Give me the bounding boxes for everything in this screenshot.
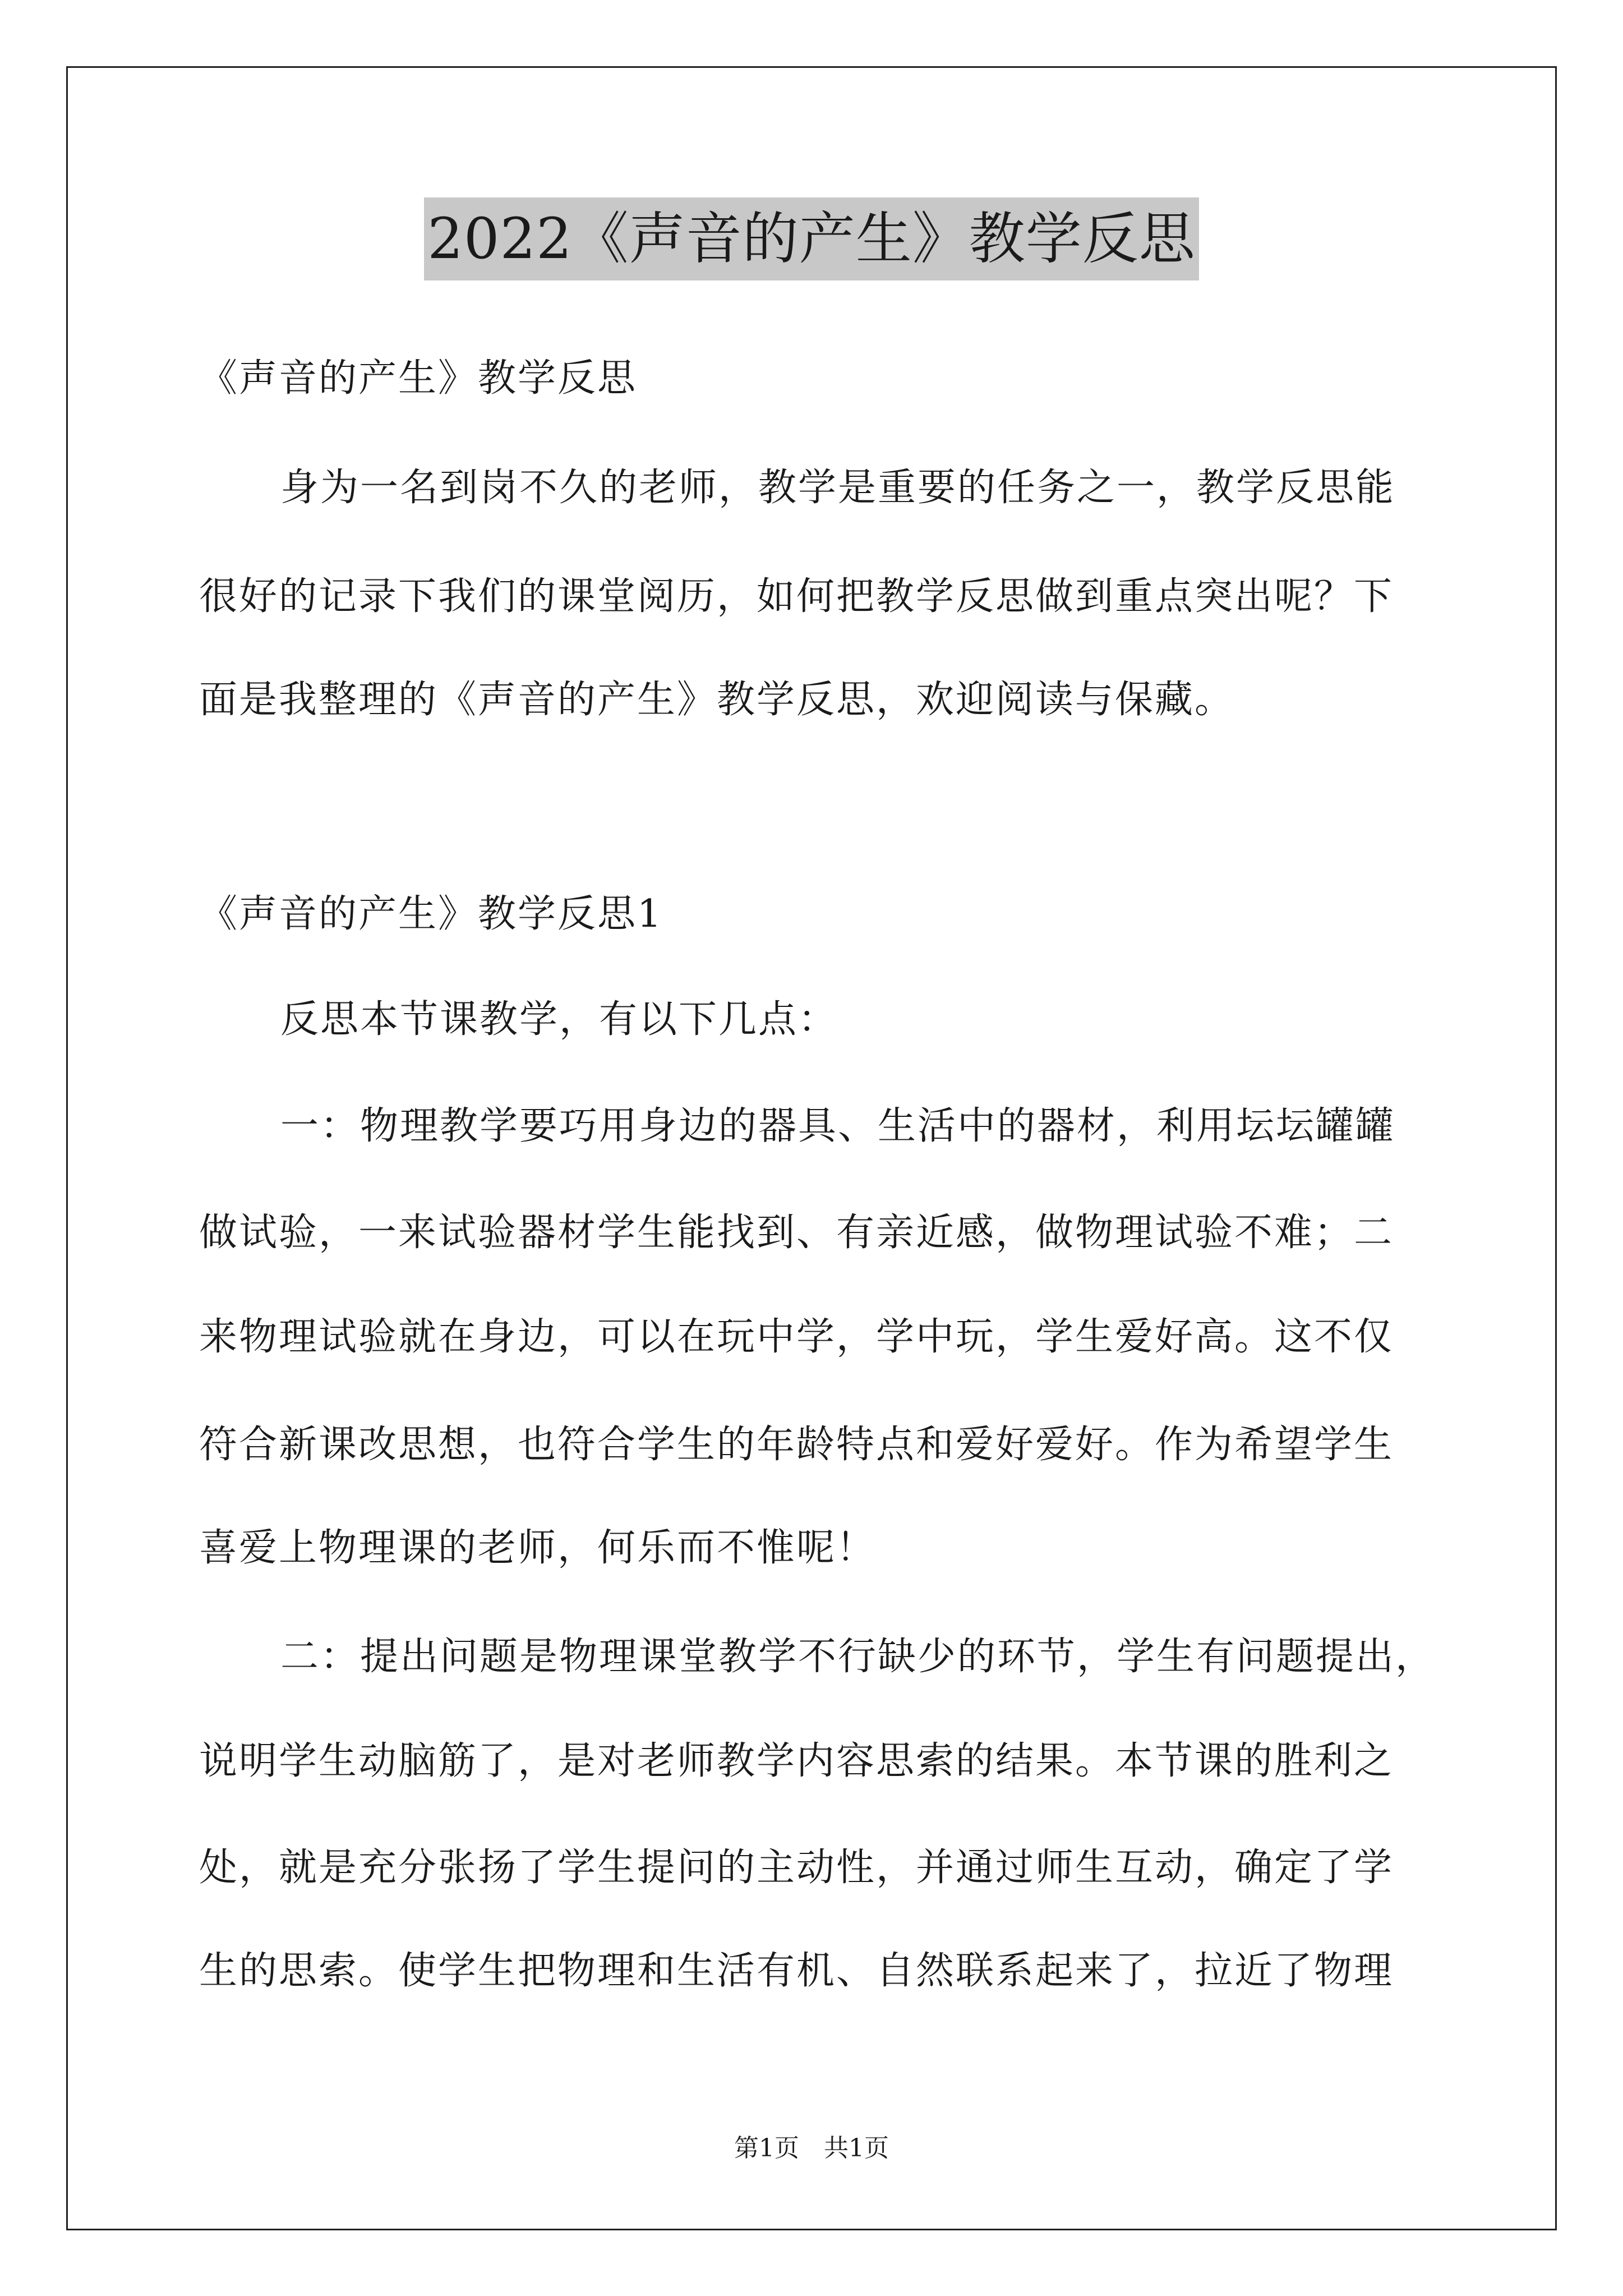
section-heading: 《声音的产生》教学反思1 [199, 892, 663, 936]
point2-line: 生的思索。使学生把物理和生活有机、自然联系起来了，拉近了物理 [199, 1949, 1394, 1993]
page-footer: 第1页 共1页 [734, 2134, 889, 2162]
point1-line: 喜爱上物理课的老师，何乐而不惟呢！ [199, 1526, 877, 1570]
point2-line: 二：提出问题是物理课堂教学不行缺少的环节，学生有问题提出， [280, 1635, 1436, 1679]
document-subtitle: 《声音的产生》教学反思 [199, 356, 638, 401]
point1-line: 符合新课改思想，也符合学生的年龄特点和爱好爱好。作为希望学生 [199, 1423, 1394, 1467]
document-title: 2022《声音的产生》教学反思 [424, 197, 1199, 280]
intro-line: 面是我整理的《声音的产生》教学反思，欢迎阅读与保藏。 [199, 678, 1235, 722]
point2-line: 处，就是充分张扬了学生提问的主动性，并通过师生互动，确定了学 [199, 1846, 1394, 1890]
point1-line: 来物理试验就在身边，可以在玩中学，学中玩，学生爱好高。这不仅 [199, 1315, 1394, 1359]
intro-line: 身为一名到岗不久的老师，教学是重要的任务之一，教学反思能 [280, 466, 1396, 510]
point1-line: 一：物理教学要巧用身边的器具、生活中的器材，利用坛坛罐罐 [280, 1104, 1396, 1148]
point1-line: 做试验，一来试验器材学生能找到、有亲近感，做物理试验不难；二 [199, 1211, 1394, 1255]
title-container [0, 197, 1623, 280]
section-lead: 反思本节课教学，有以下几点： [280, 997, 838, 1042]
point2-line: 说明学生动脑筋了，是对老师教学内容思索的结果。本节课的胜利之 [199, 1739, 1394, 1783]
intro-line: 很好的记录下我们的课堂阅历，如何把教学反思做到重点突出呢？下 [199, 574, 1394, 619]
